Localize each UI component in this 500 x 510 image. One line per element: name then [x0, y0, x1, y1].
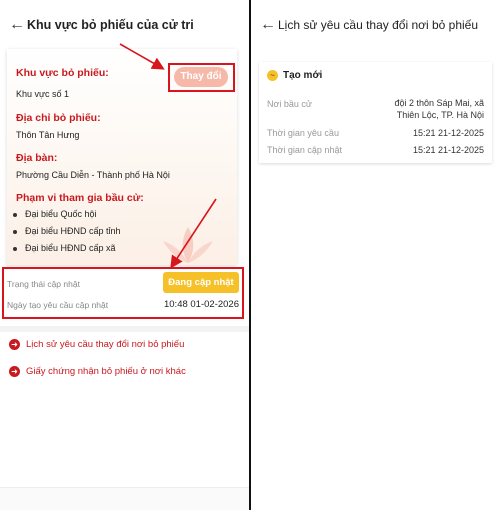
arrow-to-status-box	[172, 199, 216, 266]
history-link[interactable]	[9, 339, 239, 353]
scope-item: Đại biểu HĐND cấp tỉnh	[25, 226, 121, 236]
back-arrow-icon[interactable]: ←	[260, 16, 276, 33]
history-entry-card[interactable]	[259, 62, 492, 163]
certificate-link-text[interactable]: Giấy chứng nhận bỏ phiếu ở nơi khác	[26, 366, 186, 377]
entry-value-line: đội 2 thôn Sáp Mai, xã	[394, 98, 484, 108]
arrow-to-change-button	[120, 44, 162, 68]
scope-item: Đại biểu HĐND cấp xã	[25, 243, 116, 253]
section-divider	[0, 326, 249, 332]
page-title: Lịch sử yêu cầu thay đổi nơi bỏ phiếu	[278, 18, 479, 32]
status-badge[interactable]: Đang cập nhật	[163, 272, 239, 293]
right-panel	[251, 0, 500, 510]
entry-status: Tạo mới	[283, 70, 323, 81]
entry-value-line: Thiên Lộc, TP. Hà Nội	[396, 110, 484, 120]
status-label: Trạng thái cập nhật	[7, 279, 80, 289]
voting-area-label: Khu vực bỏ phiếu:	[16, 67, 109, 79]
voting-area-value: Khu vực số 1	[16, 89, 70, 99]
address-label: Địa chỉ bỏ phiếu:	[16, 112, 101, 124]
address-value: Thôn Tân Hưng	[16, 130, 80, 140]
locality-value: Phường Cầu Diễn - Thành phố Hà Nội	[16, 170, 170, 180]
entry-label: Thời gian cập nhật	[267, 145, 342, 155]
change-button[interactable]: Thay đổi	[174, 67, 228, 87]
right-header	[251, 0, 500, 50]
bottom-bar	[0, 487, 249, 510]
scope-label: Phạm vi tham gia bầu cử:	[16, 192, 144, 204]
page-title: Khu vực bỏ phiếu của cử tri	[27, 18, 194, 32]
entry-value: 15:21 21-12-2025	[412, 145, 484, 155]
back-arrow-icon[interactable]: ←	[9, 16, 25, 33]
request-date-value: 10:48 01-02-2026	[163, 299, 239, 310]
new-status-icon: ~	[267, 70, 278, 81]
left-panel	[0, 0, 249, 510]
history-link-text[interactable]: Lịch sử yêu cầu thay đổi nơi bỏ phiếu	[26, 339, 185, 350]
certificate-link[interactable]	[9, 366, 239, 380]
entry-label: Nơi bầu cử	[267, 99, 312, 109]
request-date-label: Ngày tạo yêu cầu cập nhật	[7, 300, 109, 310]
arrow-right-circle-icon: ➜	[9, 366, 20, 377]
annotation-arrows	[0, 0, 249, 290]
locality-label: Địa bàn:	[16, 152, 58, 164]
scope-item: Đại biểu Quốc hội	[25, 209, 97, 219]
arrow-right-circle-icon: ➜	[9, 339, 20, 350]
entry-value: 15:21 21-12-2025	[412, 128, 484, 138]
entry-label: Thời gian yêu cầu	[267, 128, 339, 138]
